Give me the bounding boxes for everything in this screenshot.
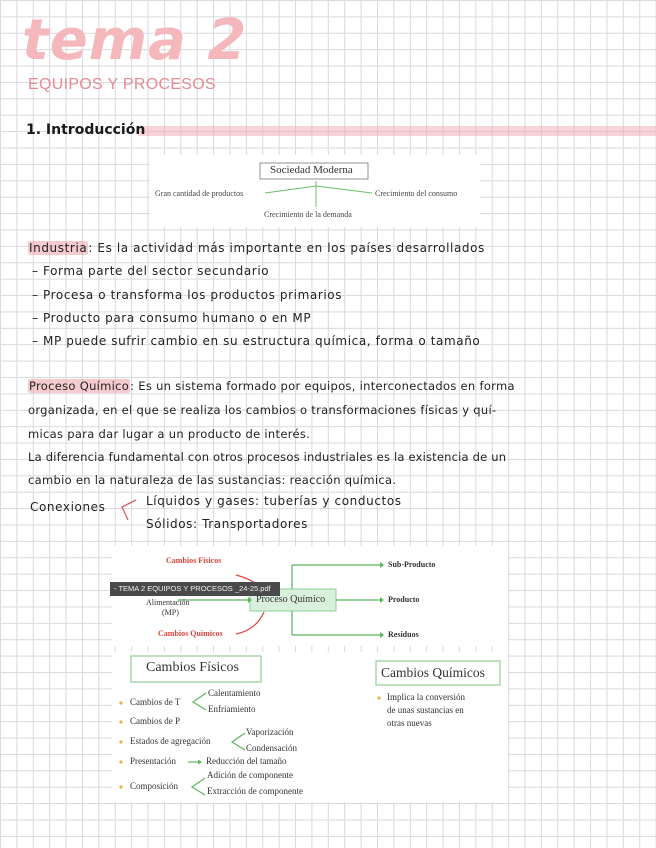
section-title-introduccion: 1. Introducción bbox=[26, 122, 146, 138]
fisicos-branch: Vaporización bbox=[246, 727, 294, 737]
quimicos-text: de unas sustancias en bbox=[387, 705, 464, 715]
fisicos-branch: Extracción de componente bbox=[207, 786, 303, 796]
fisicos-branch: Calentamiento bbox=[208, 688, 261, 698]
diagram2-output-label: Residuos bbox=[388, 630, 419, 639]
fisicos-branch: Condensación bbox=[246, 743, 297, 753]
industria-bullet: – Procesa o transforma los productos primarios bbox=[32, 288, 343, 302]
branch-estados bbox=[232, 733, 245, 750]
industria-definition: : Es la actividad más importante en los países desarrollados bbox=[88, 241, 485, 255]
fisicos-item: Composición bbox=[130, 781, 179, 791]
fisicos-item: Estados de agregación bbox=[130, 736, 211, 746]
fisicos-branch: Adición de componente bbox=[207, 770, 293, 780]
industria-bullet: – Forma parte del sector secundario bbox=[32, 264, 270, 278]
fisicos-branch: Reducción del tamaño bbox=[206, 756, 287, 766]
proceso-line-4: La diferencia fundamental con otros procesos industriales es la existencia de un bbox=[28, 450, 507, 464]
fisicos-item: Cambios de T bbox=[130, 697, 181, 707]
industria-bullet-text: MP puede sufrir cambio en su estructura química, forma o tamaño bbox=[43, 334, 481, 348]
branch-composicion bbox=[192, 778, 205, 795]
industria-bullet: – Producto para consumo humano o en MP bbox=[32, 311, 312, 325]
page-big-title: tema 2 bbox=[22, 8, 248, 73]
quimicos-title: Cambios Químicos bbox=[381, 665, 485, 680]
proceso-line-5: cambio en la naturaleza de las sustancias: reacción química. bbox=[28, 473, 397, 487]
fisicos-branch: Enfriamiento bbox=[208, 704, 256, 714]
proceso-line-1-text: : Es un sistema formado por equipos, interconectados en forma bbox=[130, 379, 515, 393]
proceso-line-2: organizada, en el que se realiza los cambios o transformaciones físicas y quí- bbox=[28, 403, 497, 417]
conexiones-item: Sólidos: Transportadores bbox=[146, 517, 309, 531]
page-subtitle: EQUIPOS Y PROCESOS bbox=[28, 76, 216, 93]
quimicos-text: Implica la conversión bbox=[387, 692, 465, 702]
diagram2-cambios-quimicos: Cambios Químicos bbox=[158, 629, 223, 638]
diagram2-cambios-fisicos: Cambios Físicos bbox=[166, 556, 222, 565]
fisicos-title: Cambios Físicos bbox=[146, 660, 239, 675]
branch-cambios-t bbox=[193, 693, 206, 710]
pdf-filename-banner: - TEMA 2 EQUIPOS Y PROCESOS _24-25.pdf bbox=[110, 582, 280, 596]
diagram1-right: Crecimiento del consumo bbox=[375, 189, 458, 198]
diagram1-left: Gran cantidad de productos bbox=[155, 189, 244, 198]
conexiones-item: Líquidos y gases: tuberías y conductos bbox=[146, 494, 402, 508]
quimicos-text: otras nuevas bbox=[387, 718, 432, 728]
industria-bullet: – MP puede sufrir cambio en su estructura química, forma o tamaño bbox=[32, 334, 481, 348]
industria-bullet-text: Producto para consumo humano o en MP bbox=[43, 311, 312, 325]
diagram2-center: Proceso Químico bbox=[256, 594, 326, 605]
industria-bullet-text: Procesa o transforma los productos primarios bbox=[43, 288, 343, 302]
diagram1-bottom: Crecimiento de la demanda bbox=[264, 210, 352, 219]
diagram2-output-label: Producto bbox=[388, 595, 420, 604]
industria-term: Industria bbox=[29, 241, 88, 255]
diagram2-output-label: Sub-Producto bbox=[388, 560, 436, 569]
fisicos-item: Cambios de P bbox=[130, 716, 181, 726]
proceso-term: Proceso Químico bbox=[29, 379, 130, 393]
diagram1-center: Sociedad Moderna bbox=[270, 164, 353, 176]
conexiones-label: Conexiones bbox=[30, 500, 106, 514]
industria-bullet-text: Forma parte del sector secundario bbox=[43, 264, 270, 278]
fisicos-item: Presentación bbox=[130, 756, 176, 766]
diagram2-alimentacion: Alimentación bbox=[146, 598, 190, 607]
diagram2-mp: (MP) bbox=[162, 608, 179, 617]
proceso-line-3: micas para dar lugar a un producto de interés. bbox=[28, 427, 311, 441]
